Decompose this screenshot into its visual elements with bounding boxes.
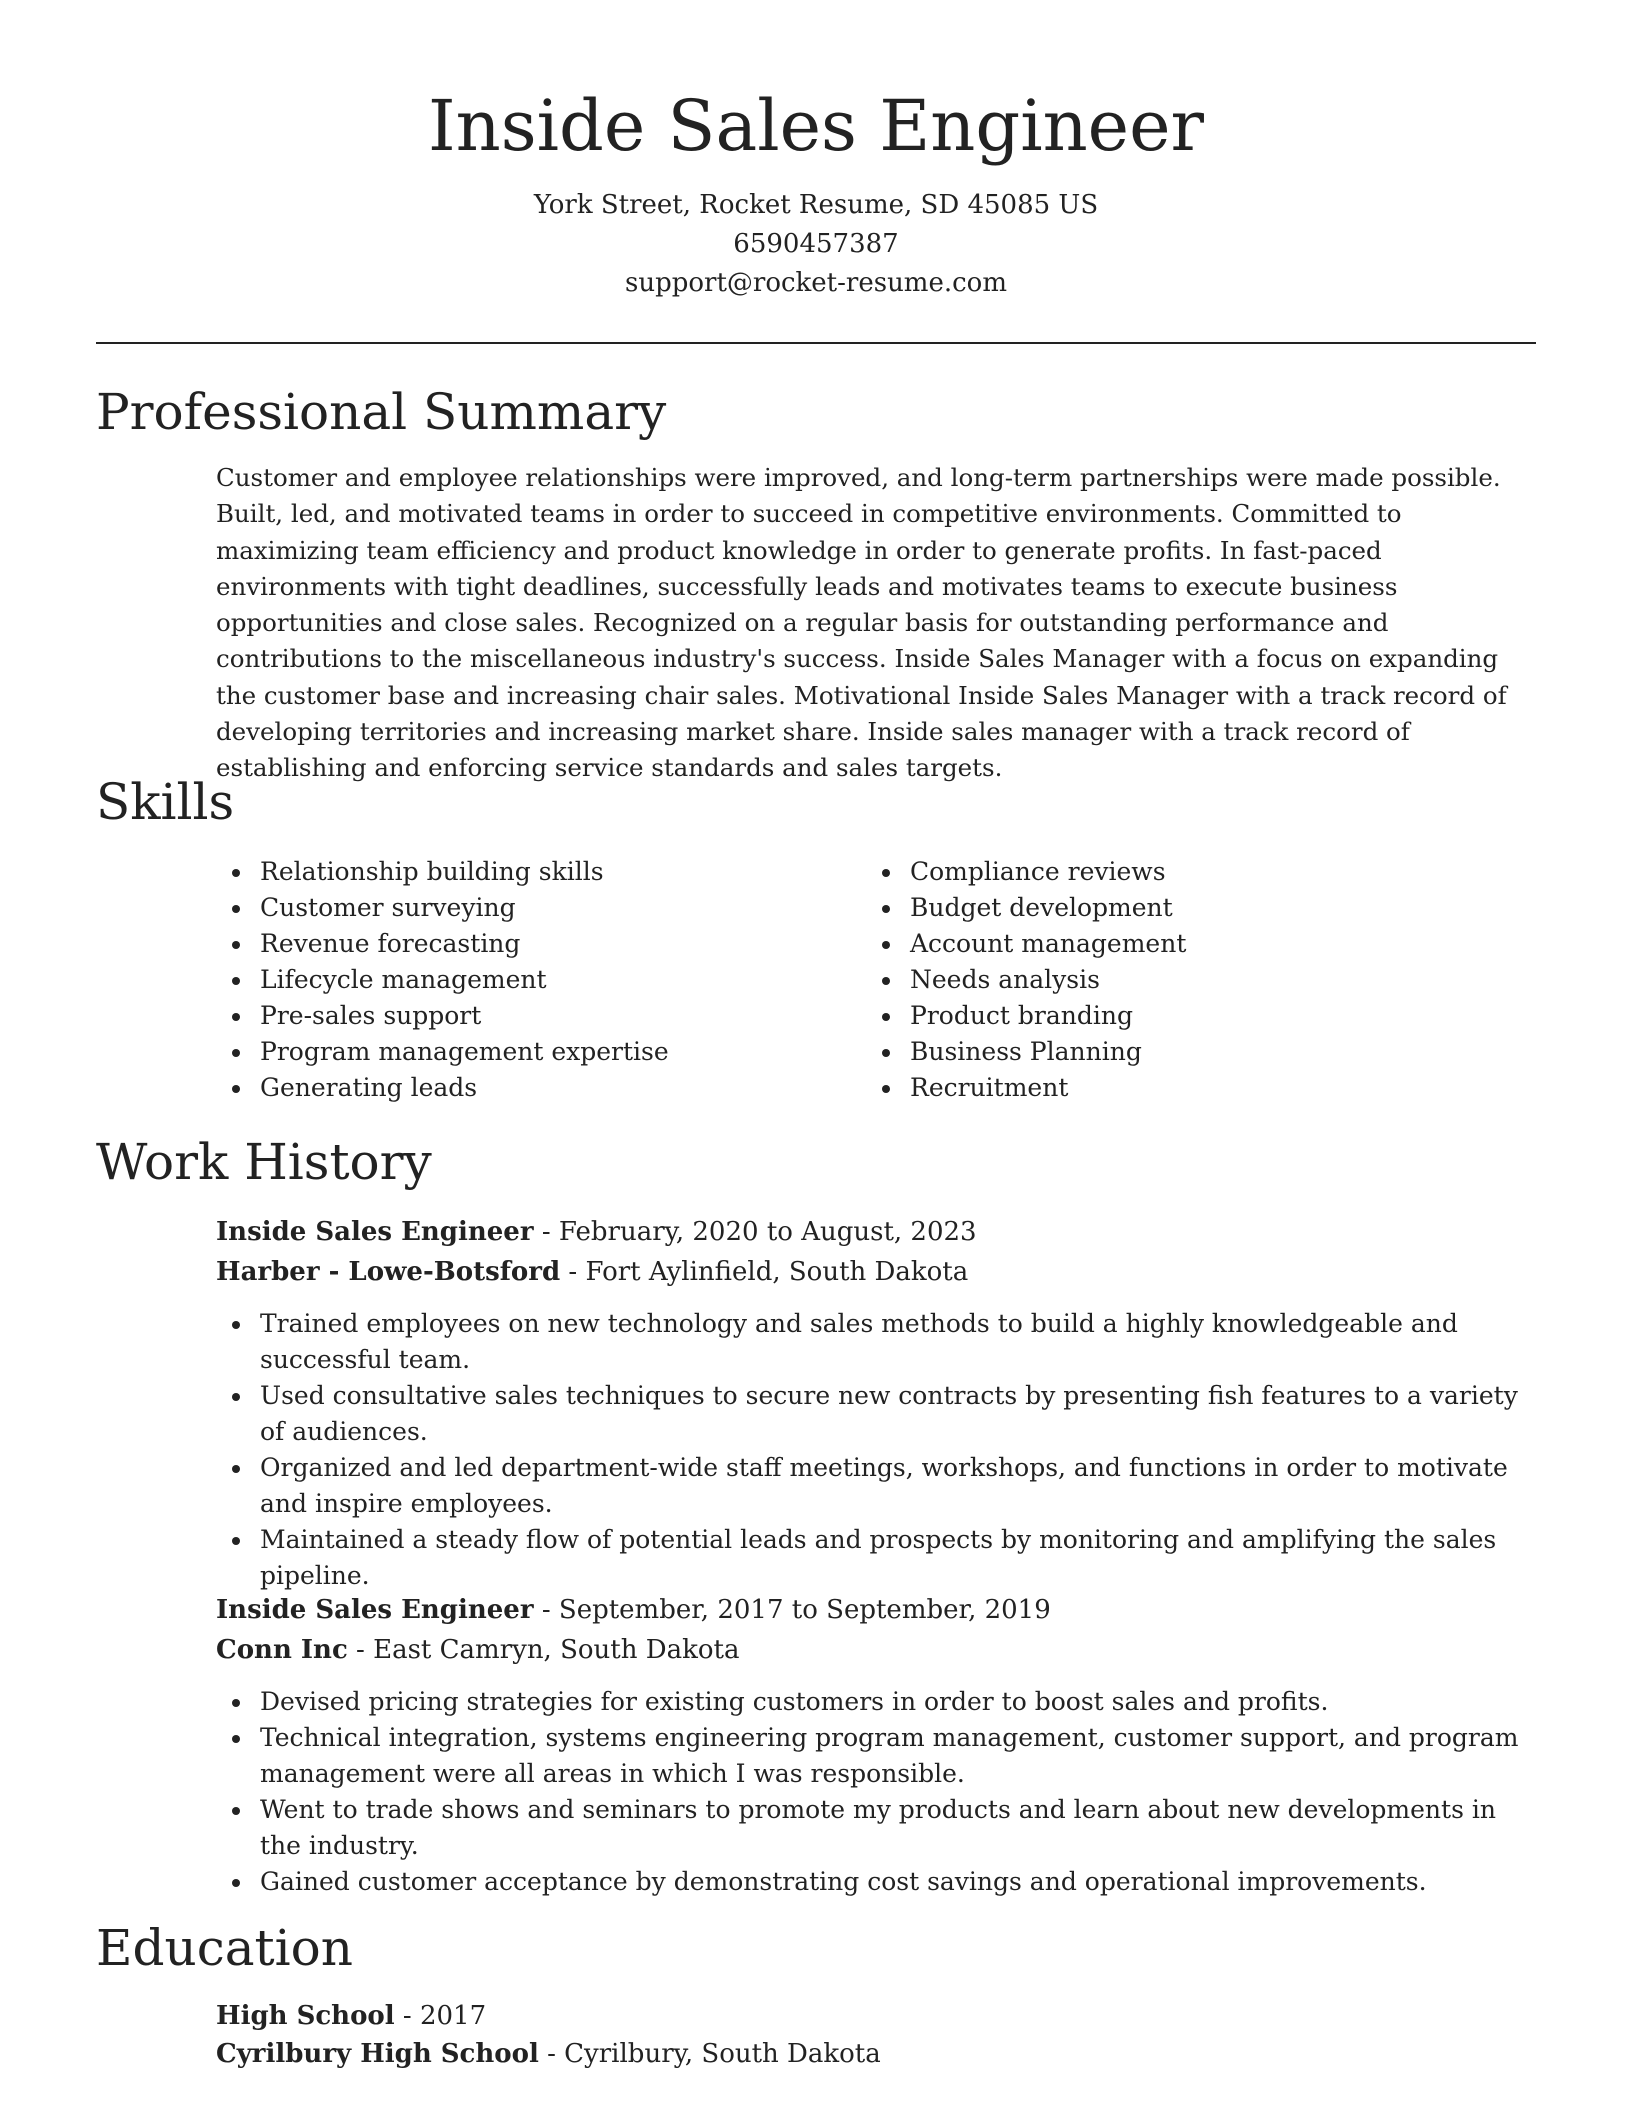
education-degree: High School	[216, 2001, 395, 2031]
candidate-name: Inside Sales Engineer	[428, 85, 1204, 167]
job-company: Conn Inc	[216, 1635, 348, 1665]
summary-title: Professional Summary	[96, 383, 667, 441]
job-bullet: Gained customer acceptance by demonstrating cost savings and operational improvements.	[216, 1864, 1536, 1900]
education-school-line	[216, 2034, 881, 2074]
resume-header	[0, 0, 1632, 303]
phone: 6590457387	[733, 229, 899, 259]
skill-item: Budget development	[866, 890, 1186, 926]
job-bullets	[216, 1684, 1536, 1900]
skill-item: Lifecycle management	[216, 962, 669, 998]
skill-item: Compliance reviews	[866, 854, 1186, 890]
job-bullet: Technical integration, systems engineering program management, customer support, and program management were all areas in which I was responsible.	[216, 1720, 1536, 1792]
skill-item: Recruitment	[866, 1070, 1186, 1106]
skills-title: Skills	[96, 773, 235, 831]
job-title-line	[216, 1212, 977, 1252]
skill-item: Pre-sales support	[216, 998, 669, 1034]
job-bullet: Organized and led department-wide staff meetings, workshops, and functions in order to motivate and inspire employees.	[216, 1450, 1536, 1522]
job-company-line	[216, 1630, 739, 1670]
skill-item: Needs analysis	[866, 962, 1186, 998]
job-bullet: Went to trade shows and seminars to promote my products and learn about new developments in the industry.	[216, 1792, 1536, 1864]
education-year: - 2017	[394, 2001, 487, 2031]
header-divider	[96, 342, 1536, 344]
job-location: - East Camryn, South Dakota	[347, 1635, 740, 1665]
job-bullets	[216, 1306, 1536, 1594]
job-role: Inside Sales Engineer	[216, 1595, 534, 1625]
job-location: - Fort Aylinfield, South Dakota	[560, 1257, 969, 1287]
job-role: Inside Sales Engineer	[216, 1217, 534, 1247]
skills-list-left	[216, 854, 669, 1106]
job-company: Harber - Lowe-Botsford	[216, 1257, 561, 1287]
email: support@rocket-resume.com	[624, 268, 1007, 298]
job-dates: - September, 2017 to September, 2019	[533, 1595, 1051, 1625]
work-history-title: Work History	[96, 1133, 432, 1191]
job-title-line	[216, 1590, 1051, 1630]
skills-list-right	[866, 854, 1186, 1106]
skill-item: Relationship building skills	[216, 854, 669, 890]
skill-item: Business Planning	[866, 1034, 1186, 1070]
education-location: - Cyrilbury, South Dakota	[538, 2039, 881, 2069]
education-degree-line	[216, 1996, 486, 2036]
address: York Street, Rocket Resume, SD 45085 US	[533, 190, 1099, 220]
job-bullet: Trained employees on new technology and sales methods to build a highly knowledgeable and successful team.	[216, 1306, 1536, 1378]
education-school: Cyrilbury High School	[216, 2039, 539, 2069]
skill-item: Generating leads	[216, 1070, 669, 1106]
skill-item: Revenue forecasting	[216, 926, 669, 962]
job-bullet: Devised pricing strategies for existing customers in order to boost sales and profits.	[216, 1684, 1536, 1720]
skill-item: Customer surveying	[216, 890, 669, 926]
skill-item: Account management	[866, 926, 1186, 962]
job-bullet: Maintained a steady flow of potential leads and prospects by monitoring and amplifying the sales pipeline.	[216, 1522, 1536, 1594]
job-bullet: Used consultative sales techniques to secure new contracts by presenting fish features to a variety of audiences.	[216, 1378, 1536, 1450]
job-dates: - February, 2020 to August, 2023	[533, 1217, 977, 1247]
skill-item: Program management expertise	[216, 1034, 669, 1070]
skill-item: Product branding	[866, 998, 1186, 1034]
contact-info	[0, 186, 1632, 303]
job-company-line	[216, 1252, 968, 1292]
summary-text: Customer and employee relationships were improved, and long-term partnerships were made possible. Built, led, and motivated teams in order to succeed in competitive environments. Committed to maximizing team efficiency and product knowledge in order to generate profits. In fast-paced environments with tight deadlines, successfully leads and motivates teams to execute business opportunities and close sales. Recognized on a regular basis for outstanding performance and contributions to the miscellaneous industry's success. Inside Sales Manager with a focus on expanding the customer base and increasing chair sales. Motivational Inside Sales Manager with a track record of developing territories and increasing market share. Inside sales manager with a track record of establishing and enforcing service standards and sales targets.	[216, 463, 1507, 783]
education-title: Education	[96, 1919, 353, 1977]
